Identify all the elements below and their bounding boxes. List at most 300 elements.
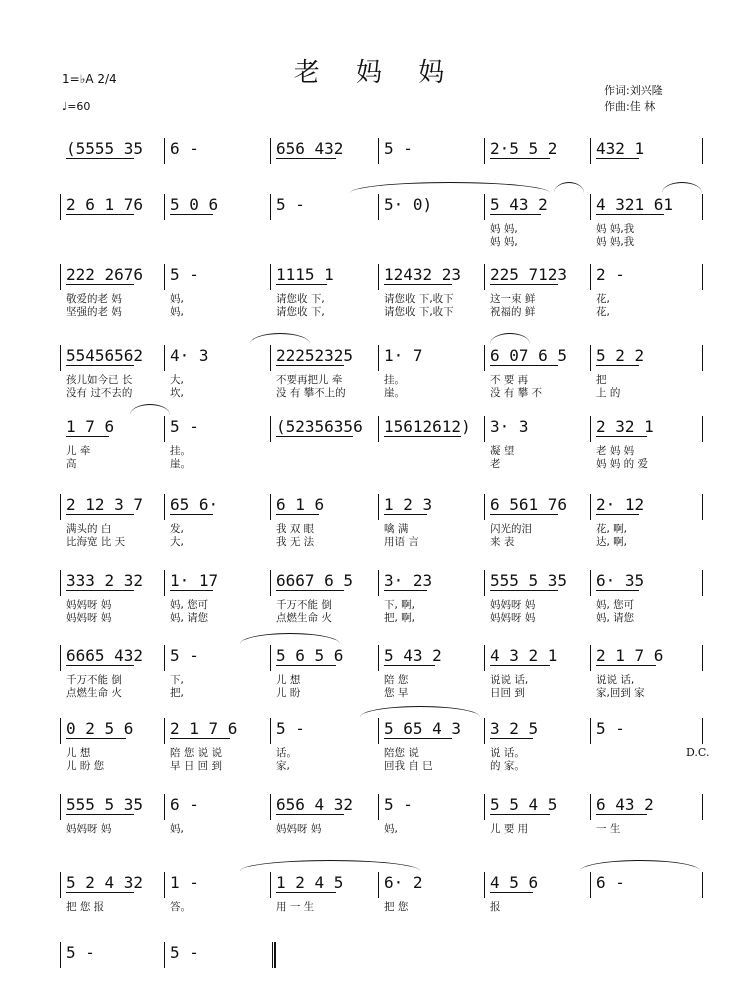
lyric-line: [60, 535, 712, 549]
beam-line: [170, 738, 230, 739]
lyric-word: 妈妈呀 妈: [66, 612, 112, 624]
lyric-word: 上 的: [596, 387, 621, 399]
notes-line: [60, 792, 712, 818]
lyric-word: 妈 妈,我: [596, 223, 635, 235]
bar-line: [60, 570, 61, 596]
measure: 1 2 3: [384, 495, 433, 514]
slur-mark: [240, 860, 420, 871]
measure: 2 1 7 6: [596, 646, 664, 665]
lyric-word: 请您收 下,收下: [384, 306, 454, 318]
lyric-word: 回我 自 巳: [384, 760, 433, 772]
lyric-line: [60, 235, 712, 249]
measure: 55456562: [66, 346, 144, 365]
bar-line: [272, 942, 276, 968]
key-signature: 1=♭A 2/4: [62, 72, 117, 86]
bar-line: [484, 345, 485, 371]
bar-line: [378, 194, 379, 220]
lyric-word: 陪 您: [384, 674, 409, 686]
bar-line: [164, 570, 165, 596]
beam-line: [596, 590, 639, 591]
lyric-word: 请您收 下,: [276, 293, 325, 305]
measure: 222 2676: [66, 265, 144, 284]
notes-line: [60, 643, 712, 669]
lyric-line: [60, 746, 712, 760]
measure: 22252325: [276, 346, 354, 365]
notes-line: [60, 136, 712, 162]
beam-line: [384, 590, 427, 591]
notes-line: [60, 940, 712, 966]
bar-line: [702, 794, 703, 820]
measure: 5 -: [170, 417, 199, 436]
lyric-word: 儿 要 用: [490, 823, 529, 835]
lyric-word: 坚强的老 妈: [66, 306, 122, 318]
lyric-word: 敬爱的老 妈: [66, 293, 122, 305]
slur-mark: [130, 404, 170, 415]
bar-line: [270, 138, 271, 164]
beam-line: [276, 514, 319, 515]
bar-line: [378, 264, 379, 290]
beam-line: [66, 214, 134, 215]
measure: 3· 23: [384, 571, 433, 590]
beam-line: [490, 892, 533, 893]
measure: 333 2 32: [66, 571, 144, 590]
measure: 5 43 2: [490, 195, 548, 214]
lyric-word: 噙 满: [384, 523, 409, 535]
bar-line: [590, 872, 591, 898]
measure: 3· 3: [490, 417, 529, 436]
lyric-word: 用 一 生: [276, 901, 315, 913]
lyric-word: 的 家。: [490, 760, 525, 772]
lyric-word: 千万不能 倒: [276, 599, 332, 611]
lyric-line: [60, 444, 712, 458]
lyric-word: 挂。: [170, 445, 191, 457]
lyric-word: 陪 您 说 说: [170, 747, 223, 759]
bar-line: [590, 264, 591, 290]
lyric-word: 您 早: [384, 687, 409, 699]
bar-line: [484, 264, 485, 290]
beam-line: [276, 814, 344, 815]
bar-line: [164, 345, 165, 371]
measure: 1 -: [170, 873, 199, 892]
lyric-word: 请您收 下,收下: [384, 293, 454, 305]
bar-line: [164, 942, 165, 968]
measure: 6667 6 5: [276, 571, 354, 590]
lyric-word: 儿 盼 您: [66, 760, 105, 772]
lyric-line: [60, 222, 712, 236]
bar-line: [270, 645, 271, 671]
measure: 555 5 35: [490, 571, 568, 590]
lyric-word: 我 双 眼: [276, 523, 315, 535]
lyric-word: 坎,: [170, 387, 184, 399]
bar-line: [484, 645, 485, 671]
lyric-word: 说 话。: [490, 747, 525, 759]
lyric-word: 崖。: [384, 387, 405, 399]
lyric-word: 孩儿如今已 长: [66, 374, 133, 386]
bar-line: [590, 645, 591, 671]
lyric-word: 妈 妈,: [490, 223, 518, 235]
measure: 2 12 3 7: [66, 495, 144, 514]
bar-line: [164, 194, 165, 220]
lyric-word: 日回 到: [490, 687, 525, 699]
lyric-word: 没有 过不去的: [66, 387, 133, 399]
bar-line: [484, 138, 485, 164]
measure: 5 5 4 5: [490, 795, 558, 814]
beam-line: [384, 514, 427, 515]
lyric-word: 妈 妈,我: [596, 236, 635, 248]
lyric-word: 早 日 回 到: [170, 760, 223, 772]
bar-line: [702, 416, 703, 442]
beam-line: [66, 365, 134, 366]
lyric-word: 把 您 报: [66, 901, 105, 913]
bar-line: [164, 264, 165, 290]
lyric-word: 这一束 鲜: [490, 293, 536, 305]
lyric-word: 不要再把儿 牵: [276, 374, 343, 386]
measure: 5 2 4 32: [66, 873, 144, 892]
lyric-word: 家,: [276, 760, 290, 772]
lyric-word: 没 有 攀 不: [490, 387, 543, 399]
bar-line: [378, 138, 379, 164]
lyric-word: 不 要 再: [490, 374, 529, 386]
lyric-line: [60, 522, 712, 536]
lyric-word: 达, 啊,: [596, 536, 628, 548]
lyric-word: 妈 妈 的 爱: [596, 458, 649, 470]
bar-line: [378, 570, 379, 596]
lyric-word: 家,回到 家: [596, 687, 645, 699]
lyric-word: 祝福的 鲜: [490, 306, 536, 318]
lyric-word: 妈妈呀 妈: [66, 823, 112, 835]
lyric-word: 我 无 法: [276, 536, 315, 548]
bar-line: [60, 645, 61, 671]
lyric-line: [60, 598, 712, 612]
notes-line: [60, 568, 712, 594]
bar-line: [60, 345, 61, 371]
notes-line: [60, 192, 712, 218]
measure: 6 -: [170, 795, 199, 814]
slur-mark: [350, 182, 550, 193]
measure: (5555 35: [66, 139, 144, 158]
bar-line: [270, 570, 271, 596]
beam-line: [490, 214, 541, 215]
measure: 5 -: [384, 139, 413, 158]
bar-line: [590, 138, 591, 164]
lyric-word: 花,: [596, 306, 610, 318]
lyric-word: 崖。: [170, 458, 191, 470]
lyric-line: [60, 457, 712, 471]
beam-line: [276, 365, 344, 366]
lyric-word: 满头的 白: [66, 523, 112, 535]
bar-line: [60, 942, 61, 968]
measure: 0 2 5 6: [66, 719, 134, 738]
lyric-line: [60, 900, 712, 914]
beam-line: [490, 284, 558, 285]
lyric-word: 大,: [170, 374, 184, 386]
lyric-word: 儿 盼: [276, 687, 301, 699]
beam-line: [596, 365, 639, 366]
bar-line: [60, 494, 61, 520]
bar-line: [590, 345, 591, 371]
lyric-word: 妈,: [384, 823, 398, 835]
beam-line: [384, 436, 461, 437]
bar-line: [270, 416, 271, 442]
notes-line: [60, 716, 712, 742]
bar-line: [590, 494, 591, 520]
measure: 6 43 2: [596, 795, 654, 814]
bar-line: [484, 194, 485, 220]
measure: 5 65 4 3: [384, 719, 462, 738]
slur-mark: [662, 182, 702, 193]
slur-mark: [360, 706, 480, 717]
measure: 5 -: [384, 795, 413, 814]
measure: 5 -: [170, 646, 199, 665]
measure: 5· 0): [384, 195, 433, 214]
beam-line: [66, 738, 126, 739]
bar-line: [702, 345, 703, 371]
bar-line: [702, 138, 703, 164]
measure: 6665 432: [66, 646, 144, 665]
measure: 5 0 6: [170, 195, 219, 214]
bar-line: [378, 645, 379, 671]
bar-line: [60, 872, 61, 898]
bar-line: [270, 345, 271, 371]
lyric-line: [60, 686, 712, 700]
lyric-word: 答。: [170, 901, 191, 913]
lyric-word: 妈, 请您: [170, 612, 209, 624]
beam-line: [596, 436, 647, 437]
bar-line: [702, 718, 703, 744]
lyric-word: 比海宽 比 天: [66, 536, 126, 548]
measure: 2·5 5 2: [490, 139, 558, 158]
lyric-word: 来 表: [490, 536, 515, 548]
measure: 6 561 76: [490, 495, 568, 514]
bar-line: [702, 645, 703, 671]
measure: 4· 3: [170, 346, 209, 365]
measure: 6 07 6 5: [490, 346, 568, 365]
composer-credit: 作曲:佳 林: [604, 100, 656, 113]
bar-line: [270, 194, 271, 220]
beam-line: [490, 814, 550, 815]
lyric-word: 陪您 说: [384, 747, 419, 759]
lyric-word: 把: [596, 374, 607, 386]
bar-line: [702, 494, 703, 520]
beam-line: [490, 738, 533, 739]
beam-line: [276, 436, 353, 437]
lyric-word: 报: [490, 901, 501, 913]
measure: 5 -: [596, 719, 625, 738]
bar-line: [590, 570, 591, 596]
slur-mark: [240, 633, 340, 644]
bar-line: [702, 570, 703, 596]
beam-line: [276, 158, 336, 159]
song-title: 老 妈 妈: [293, 58, 459, 88]
measure: 6· 35: [596, 571, 645, 590]
measure: 6 1 6: [276, 495, 325, 514]
lyric-word: 下, 啊,: [384, 599, 416, 611]
measure: 4 3 2 1: [490, 646, 558, 665]
lyric-word: 儿 想: [66, 747, 91, 759]
bar-line: [378, 794, 379, 820]
lyric-word: 妈, 您可: [170, 599, 209, 611]
bar-line: [270, 494, 271, 520]
bar-line: [164, 718, 165, 744]
measure: 1· 7: [384, 346, 423, 365]
measure: 2 -: [596, 265, 625, 284]
beam-line: [276, 665, 336, 666]
lyric-line: [60, 373, 712, 387]
notes-line: [60, 343, 712, 369]
lyric-word: 话。: [276, 747, 297, 759]
measure: (52356356: [276, 417, 363, 436]
measure: 12432 23: [384, 265, 462, 284]
bar-line: [60, 718, 61, 744]
beam-line: [66, 665, 134, 666]
slur-mark: [490, 333, 530, 344]
measure: 5 43 2: [384, 646, 442, 665]
measure: 6 -: [596, 873, 625, 892]
bar-line: [164, 645, 165, 671]
lyric-word: 发,: [170, 523, 184, 535]
bar-line: [60, 794, 61, 820]
bar-line: [590, 194, 591, 220]
lyric-word: 老 妈 妈: [596, 445, 635, 457]
measure: 555 5 35: [66, 795, 144, 814]
tempo-marking: ♩=60: [62, 100, 91, 113]
beam-line: [66, 892, 134, 893]
beam-line: [276, 590, 344, 591]
bar-line: [164, 494, 165, 520]
measure: 1 2 4 5: [276, 873, 344, 892]
bar-line: [702, 872, 703, 898]
notes-line: [60, 262, 712, 288]
lyric-word: 千万不能 倒: [66, 674, 122, 686]
slur-mark: [250, 333, 310, 344]
lyric-line: [60, 305, 712, 319]
measure: 6· 2: [384, 873, 423, 892]
beam-line: [384, 284, 452, 285]
bar-line: [378, 416, 379, 442]
lyric-word: 说说 话,: [596, 674, 635, 686]
bar-line: [270, 264, 271, 290]
lyric-word: 妈,: [170, 293, 184, 305]
lyric-word: 妈,: [170, 306, 184, 318]
measure: 4 5 6: [490, 873, 539, 892]
beam-line: [490, 665, 550, 666]
lyric-word: 老: [490, 458, 501, 470]
beam-line: [276, 892, 336, 893]
lyric-word: 高: [66, 458, 77, 470]
bar-line: [164, 138, 165, 164]
measure: 1115 1: [276, 265, 334, 284]
lyric-word: 花,: [596, 293, 610, 305]
bar-line: [484, 718, 485, 744]
lyric-word: 妈, 请您: [596, 612, 635, 624]
beam-line: [490, 514, 558, 515]
beam-line: [66, 158, 134, 159]
measure: 225 7123: [490, 265, 568, 284]
bar-line: [164, 872, 165, 898]
lyric-word: 大,: [170, 536, 184, 548]
bar-line: [484, 494, 485, 520]
bar-line: [60, 264, 61, 290]
lyric-word: 把 您: [384, 901, 409, 913]
measure: 2 32 1: [596, 417, 654, 436]
measure: 5 6 5 6: [276, 646, 344, 665]
lyric-word: 妈,: [170, 823, 184, 835]
bar-line: [702, 194, 703, 220]
beam-line: [596, 814, 647, 815]
notes-line: [60, 870, 712, 896]
lyric-word: 说说 话,: [490, 674, 529, 686]
measure: 5 -: [170, 943, 199, 962]
beam-line: [384, 738, 452, 739]
slur-mark: [580, 860, 700, 871]
lyric-word: 妈妈呀 妈: [490, 599, 536, 611]
lyric-word: 点燃生命 火: [276, 612, 332, 624]
bar-line: [484, 570, 485, 596]
lyric-word: 妈妈呀 妈: [490, 612, 536, 624]
lyric-word: 用语 言: [384, 536, 419, 548]
notes-line: [60, 414, 712, 440]
lyric-word: 请您收 下,: [276, 306, 325, 318]
lyric-word: 把, 啊,: [384, 612, 416, 624]
bar-line: [270, 872, 271, 898]
beam-line: [276, 284, 327, 285]
lyric-word: 儿 牵: [66, 445, 91, 457]
beam-line: [66, 514, 134, 515]
beam-line: [66, 436, 109, 437]
measure: 432 1: [596, 139, 645, 158]
measure: 2 6 1 76: [66, 195, 144, 214]
lyric-line: [60, 386, 712, 400]
lyric-word: 儿 想: [276, 674, 301, 686]
beam-line: [170, 214, 213, 215]
dc-marking: D.C.: [686, 746, 710, 759]
measure: 2 1 7 6: [170, 719, 238, 738]
bar-line: [484, 872, 485, 898]
bar-line: [164, 794, 165, 820]
bar-line: [590, 718, 591, 744]
beam-line: [66, 590, 134, 591]
lyric-word: 妈, 您可: [596, 599, 635, 611]
measure: 65 6·: [170, 495, 219, 514]
lyric-word: 下,: [170, 674, 184, 686]
lyric-word: 闪光的泪: [490, 523, 532, 535]
bar-line: [378, 872, 379, 898]
slur-mark: [554, 182, 584, 193]
bar-line: [378, 718, 379, 744]
beam-line: [170, 514, 213, 515]
lyric-word: 妈妈呀 妈: [66, 599, 112, 611]
measure: 656 432: [276, 139, 344, 158]
lyric-word: 没 有 攀不上的: [276, 387, 346, 399]
bar-line: [590, 794, 591, 820]
measure: 5 2 2: [596, 346, 645, 365]
lyric-line: [60, 759, 712, 773]
lyric-word: 把,: [170, 687, 184, 699]
lyric-word: 一 生: [596, 823, 621, 835]
beam-line: [490, 590, 558, 591]
bar-line: [590, 416, 591, 442]
measure: 656 4 32: [276, 795, 354, 814]
measure: 3 2 5: [490, 719, 539, 738]
beam-line: [596, 158, 639, 159]
lyric-word: 凝 望: [490, 445, 515, 457]
measure: 15612612): [384, 417, 471, 436]
bar-line: [164, 416, 165, 442]
lyric-line: [60, 292, 712, 306]
lyric-word: 妈 妈,: [490, 236, 518, 248]
measure: 1· 17: [170, 571, 219, 590]
bar-line: [484, 794, 485, 820]
